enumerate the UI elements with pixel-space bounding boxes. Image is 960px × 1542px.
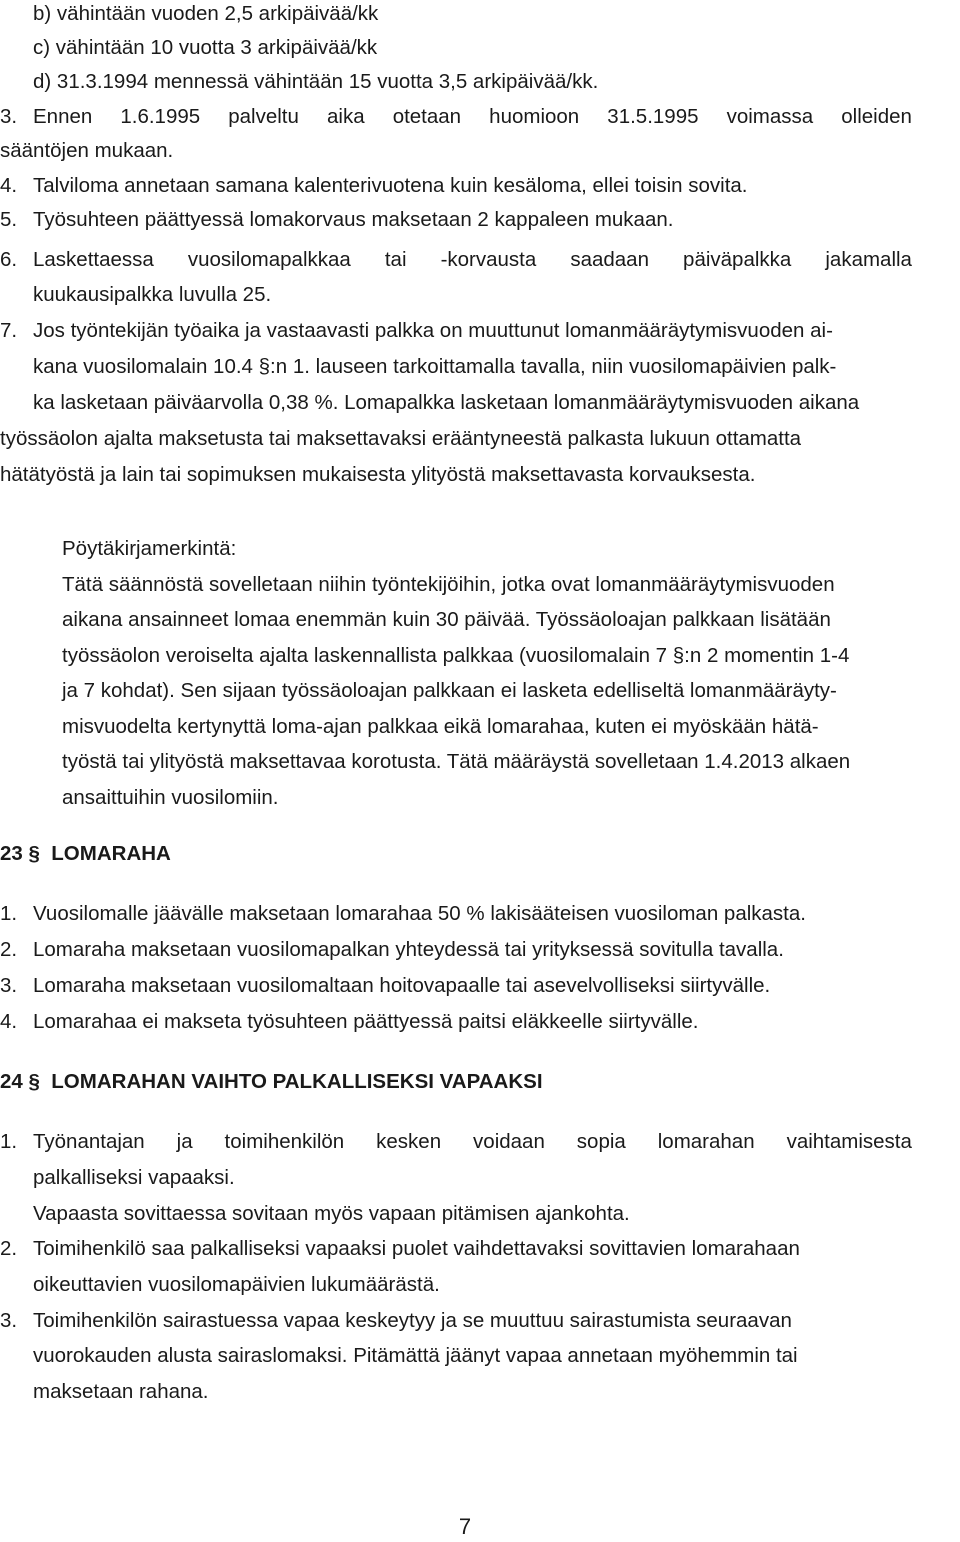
item-text: Lomarahaa ei makseta työsuhteen päättyessä paitsi eläkkeelle siirtyvälle. xyxy=(33,1010,699,1033)
word: palveltu xyxy=(228,105,299,128)
word: lomarahan xyxy=(657,1130,755,1153)
section-24-item-3-line: maksetaan rahana. xyxy=(33,1380,209,1403)
word: voimassa xyxy=(726,105,814,128)
note-heading: Pöytäkirjamerkintä: xyxy=(62,537,237,560)
item-7-line: ka lasketaan päiväarvolla 0,38 %. Lomapalkka lasketaan lomanmääräytymisvuoden aikana xyxy=(33,391,860,414)
word: Laskettaessa xyxy=(33,248,154,271)
word: jakamalla xyxy=(825,248,912,271)
word: sopia xyxy=(576,1130,626,1153)
list-item-5 xyxy=(0,202,960,238)
note-line: Tätä säännöstä sovelletaan niihin työntekijöihin, jotka ovat lomanmääräytymisvuoden xyxy=(62,573,835,596)
item-text: Työsuhteen päättyessä lomakorvaus maksetaan 2 kappaleen mukaan. xyxy=(33,208,674,231)
section-24-item-2-line: oikeuttavien vuosilomapäivien lukumäärästä. xyxy=(33,1273,440,1296)
note-line: ansaittuihin vuosilomiin. xyxy=(62,786,279,809)
word: vuosilomapalkkaa xyxy=(187,248,351,271)
item-number: 1. xyxy=(0,902,18,925)
item-text: Talviloma annetaan samana kalenterivuotena kuin kesäloma, ellei toisin sovita. xyxy=(33,174,748,197)
word: toimihenkilön xyxy=(224,1130,345,1153)
word: -korvausta xyxy=(440,248,537,271)
item-text xyxy=(33,99,912,135)
item-number: 2. xyxy=(0,938,18,961)
section-24-item-3 xyxy=(0,1303,960,1339)
note-line: työstä tai ylityöstä maksettavaa korotusta. Tätä määräystä sovelletaan 1.4.2013 alkaen xyxy=(62,750,851,773)
item-7-line: työssäolon ajalta maksetusta tai maksettavaksi erääntyneestä palkasta lukuun ottamatta xyxy=(0,427,802,450)
word: kesken xyxy=(376,1130,442,1153)
item-text: Lomaraha maksetaan vuosilomapalkan yhteydessä tai yrityksessä sovitulla tavalla. xyxy=(33,938,784,961)
item-number: 3. xyxy=(0,105,18,128)
item-number: 7. xyxy=(0,319,18,342)
item-number: 2. xyxy=(0,1237,18,1260)
word: olleiden xyxy=(841,105,912,128)
section-24-item-1-extra: Vapaasta sovittaessa sovitaan myös vapaan pitämisen ajankohta. xyxy=(33,1202,630,1225)
note-line: aikana ansainneet lomaa enemmän kuin 30 päivää. Työssäoloajan palkkaan lisätään xyxy=(62,608,831,631)
word: voidaan xyxy=(473,1130,545,1153)
note-line: misvuodelta kertynyttä loma-ajan palkkaa eikä lomarahaa, kuten ei myöskään hätä- xyxy=(62,715,819,738)
item-number: 1. xyxy=(0,1130,18,1153)
list-item-6 xyxy=(0,242,912,278)
section-23-item-4 xyxy=(0,1004,960,1040)
item-number: 4. xyxy=(0,1010,18,1033)
page-number: 7 xyxy=(458,1514,472,1539)
section-24-item-1 xyxy=(0,1124,912,1160)
item-number: 6. xyxy=(0,248,18,271)
item-text: Vuosilomalle jäävälle maksetaan lomarahaa 50 % lakisääteisen vuosiloman palkasta. xyxy=(33,902,806,925)
note-line: ja 7 kohdat). Sen sijaan työssäoloajan palkkaan ei lasketa edelliseltä lomanmääräyty- xyxy=(62,679,837,702)
item-text: Toimihenkilö saa palkalliseksi vapaaksi puolet vaihdettavaksi sovittavien lomarahaan xyxy=(33,1237,800,1260)
item-number: 3. xyxy=(0,974,18,997)
list-item-b: b) vähintään vuoden 2,5 arkipäivää/kk xyxy=(33,2,379,25)
word: otetaan xyxy=(392,105,462,128)
list-item-c: c) vähintään 10 vuotta 3 arkipäivää/kk xyxy=(33,36,378,59)
item-7-line: kana vuosilomalain 10.4 §:n 1. lauseen tarkoittamalla tavalla, niin vuosilomapäivien palk- xyxy=(33,355,837,378)
item-number: 4. xyxy=(0,174,18,197)
item-text xyxy=(33,242,912,278)
word: tai xyxy=(384,248,407,271)
item-number: 5. xyxy=(0,208,18,231)
word: 1.6.1995 xyxy=(120,105,201,128)
section-23-item-3 xyxy=(0,968,960,1004)
item-number: 3. xyxy=(0,1309,18,1332)
section-23-item-2 xyxy=(0,932,960,968)
item-text xyxy=(33,1124,912,1160)
word: saadaan xyxy=(570,248,649,271)
word: Ennen xyxy=(33,105,93,128)
item-text: Lomaraha maksetaan vuosilomaltaan hoitovapaalle tai asevelvolliseksi siirtyvälle. xyxy=(33,974,771,997)
list-item-d: d) 31.3.1994 mennessä vähintään 15 vuotta 3,5 arkipäivää/kk. xyxy=(33,70,599,93)
list-item-7 xyxy=(0,313,960,349)
list-item-4 xyxy=(0,168,960,204)
section-24-heading: 24 § LOMARAHAN VAIHTO PALKALLISEKSI VAPAAKSI xyxy=(0,1070,543,1093)
item-3-continuation: sääntöjen mukaan. xyxy=(0,139,174,162)
item-7-line: hätätyöstä ja lain tai sopimuksen mukaisesta ylityöstä maksettavasta korvauksesta. xyxy=(0,463,756,486)
item-text: Toimihenkilön sairastuessa vapaa keskeytyy ja se muuttuu sairastumista seuraavan xyxy=(33,1309,792,1332)
word: 31.5.1995 xyxy=(607,105,699,128)
section-23-heading: 23 § LOMARAHA xyxy=(0,842,171,865)
section-23-item-1 xyxy=(0,896,960,932)
list-item-3 xyxy=(0,99,912,135)
section-24-item-1-continuation: palkalliseksi vapaaksi. xyxy=(33,1166,235,1189)
word: vaihtamisesta xyxy=(786,1130,912,1153)
section-24-item-2 xyxy=(0,1231,960,1267)
item-text: Jos työntekijän työaika ja vastaavasti palkka on muuttunut lomanmääräytymisvuoden ai- xyxy=(33,319,833,342)
item-6-continuation: kuukausipalkka luvulla 25. xyxy=(33,283,272,306)
note-line: työssäolon veroiselta ajalta laskennallista palkkaa (vuosilomalain 7 §:n 2 momentin 1-4 xyxy=(62,644,850,667)
section-24-item-3-line: vuorokauden alusta sairaslomaksi. Pitämättä jäänyt vapaa annetaan myöhemmin tai xyxy=(33,1344,798,1367)
word: ja xyxy=(176,1130,193,1153)
word: päiväpalkka xyxy=(683,248,792,271)
word: huomioon xyxy=(489,105,580,128)
word: Työnantajan xyxy=(33,1130,145,1153)
word: aika xyxy=(327,105,365,128)
